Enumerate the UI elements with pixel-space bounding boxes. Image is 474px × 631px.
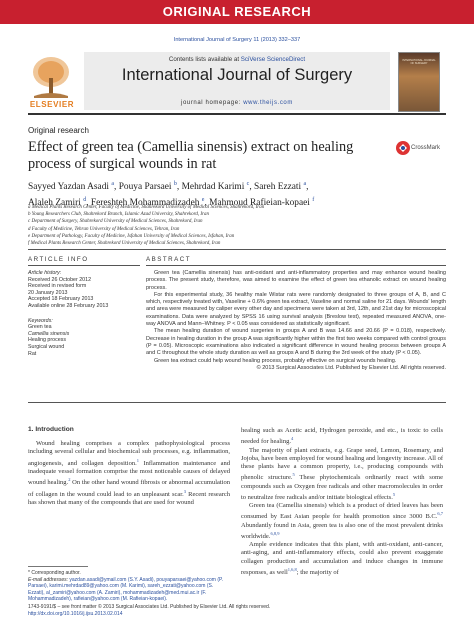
body-paragraph — [241, 502, 443, 541]
affiliation-mark[interactable]: a — [303, 181, 307, 187]
affiliation-mark[interactable]: b — [173, 181, 177, 187]
body-text: The majority of plant extracts, e.g. Grape seed, Lemon, Rosemary, and Jojoba, have been employed for wound healing and longevity increase. All of these plants have a common property, i.e., producing compounds with phenolic structure. — [241, 446, 443, 482]
citation-ref[interactable]: 5 — [292, 472, 295, 478]
author-name: Mehrdad Karimi — [181, 182, 245, 193]
author-name: Sareh Ezzati — [254, 182, 302, 193]
body-paragraph — [28, 440, 230, 507]
history-item: Accepted 18 February 2013 — [28, 296, 94, 303]
affiliation-item: c Department of Surgery, Shahrekord University of Medical Sciences, Shahrekord, Iran — [28, 219, 203, 225]
homepage-prefix: journal homepage: — [181, 100, 241, 106]
keyword: Green tea — [28, 324, 52, 331]
homepage-link[interactable]: www.theijs.com — [243, 100, 293, 106]
affiliation-item: e Department of Pathology, Faculty of Medicine, Isfahan University of Medical Sciences, Isfahan, Iran — [28, 233, 235, 239]
history-item: Received in revised form — [28, 283, 87, 290]
email-line — [28, 577, 230, 603]
keywords-label: Keywords: — [28, 317, 53, 324]
article-info-rule — [28, 265, 140, 266]
abstract-rule — [146, 265, 446, 266]
keyword: Camellia sinensis — [28, 330, 70, 337]
elsevier-tree-logo — [28, 52, 74, 106]
journal-homepage-line — [84, 100, 390, 106]
body-text: These phytochemicals ordinarily react with some compounds such as Oxygen free radicals and other macromolecules in order to neutralize free radicals and/or initiate biological effects. — [241, 474, 443, 501]
email-label: E-mail addresses: — [28, 576, 69, 583]
author-name: Fereshteh Mohammadizadeh — [90, 197, 200, 208]
article-info-heading: ARTICLE INFO — [28, 256, 89, 263]
body-column-right — [241, 427, 443, 577]
affiliation-item: b Young Researchers Club, Shahrekord Branch, Islamic Azad University, Shahrekord, Iran — [28, 212, 210, 218]
footnote — [28, 570, 230, 603]
keyword: Surgical wound — [28, 343, 65, 350]
author-name: Alaleh Zamiri — [28, 197, 81, 208]
article-info — [28, 270, 140, 357]
affiliation-mark[interactable]: f — [312, 196, 315, 203]
sciencedirect-link[interactable]: SciVerse ScienceDirect — [240, 56, 306, 63]
body-text: Ample evidence indicates that this plant, with anti-oxidant, anti-cancer, anti-aging, and anti-inflammatory effects, could also prevent exaggerate collagen production and accumulation and induce changes in immune responses, as well — [241, 541, 443, 576]
history-label: Article history: — [28, 270, 62, 276]
doi-link[interactable]: http://dx.doi.org/10.1016/j.ijsu.2013.02.014 — [28, 610, 123, 617]
body-paragraph — [241, 427, 443, 447]
abstract-paragraph: Green tea (Camellia sinensis) has anti-oxidant and anti-inflammatory properties and may enhance wound healing process. The present study, therefore, was aimed to examine the effect of green tea ethanolic extract on wound healing process. — [146, 270, 446, 291]
abstract-paragraph: For this experimental study, 36 healthy male Wistar rats were randomly designated to three groups of A, B, and C which, respectively treated with, Vaseline + 0.6% green tea extract, Vaseline and normal saline for 21 days. Wounds' length and area were measured by caliper every other day and specimens were taken at 3rd, 12th, and 21st day for microscopical examinations. Data were analyzed by SPSS 16 using survival analysis (Breslow test), repeated measured ANOVA, one-way ANOVA and Mann–Whitney. P < 0.05 was considered as statistically significant. — [146, 291, 446, 328]
abstract-copyright: © 2013 Surgical Associates Ltd. Published by Elsevier Ltd. All rights reserved. — [256, 364, 446, 371]
abstract-text — [146, 270, 446, 372]
elsevier-wordmark: ELSEVIER — [29, 100, 75, 109]
affiliation-mark[interactable]: a — [111, 181, 114, 187]
issn-block — [28, 604, 328, 617]
body-paragraph — [241, 447, 443, 503]
affiliation-mark[interactable]: c — [246, 181, 250, 187]
affiliation-mark[interactable]: d — [83, 196, 87, 203]
contents-prefix: Contents lists available at — [168, 56, 240, 63]
abstract-paragraph: Green tea extract could help wound healing process, probably effective on surgical wounds healing. — [154, 357, 397, 364]
corresponding-author: * Corresponding author. — [28, 570, 81, 576]
citation-ref[interactable]: 6,8,9 — [270, 530, 280, 536]
header-rule — [28, 113, 446, 115]
crossmark-label[interactable]: CrossMark — [411, 145, 441, 151]
original-research-banner: ORIGINAL RESEARCH — [0, 0, 474, 24]
keyword: Healing process — [28, 337, 66, 344]
history-item: Available online 28 February 2013 — [28, 302, 109, 309]
abstract-paragraph: The mean healing duration of wound surgeries in groups A and B was 14.66 and 20.66 (P = 0.018), respectively. Decrease in healing duration in the group A was significantly higher within the first two weeks compared with control groups (P = 0.05). Microscopic examinations also indicated a significant difference in wound healing process between groups A and C throughout the whole study duration as well as groups A and B during the 3rd week of the study (P < 0.05). — [146, 328, 446, 357]
keyword: Rat — [28, 350, 37, 357]
article-title: Effect of green tea (Camellia sinensis) extract on healing process of surgical wounds in rat — [28, 139, 354, 172]
body-text: On the other hand wound fibrosis or abnormal accumulation of collagen in the wound could lead to an unpleasant scar. — [28, 479, 231, 498]
history-item: 20 January 2013 — [28, 289, 68, 296]
email-addresses[interactable]: yazdan.asadi@ymail.com (S.Y. Asadi), pouyaparsaei@yahoo.com (P. Parsaei), karimi.mehrdad89@yahoo.com (M. Karimi), sareh_ezzati@yahoo.com (S. Ezzati), al_zamiri@yahoo.com (A. Zamiri), mohammadizadeh@med.mui.ac.ir (F. Mohammadizadeh), rafieian@yahoo.com (M. Rafieian-kopaei). — [28, 576, 224, 603]
author-line-2: Alaleh Zamiri $^d$, Fereshteh Mohammadizadeh $^e$, Mahmoud Rafieian-kopaei $^f$ — [28, 196, 315, 208]
abstract-bottom-rule — [28, 402, 446, 403]
abstract-heading: ABSTRACT — [146, 256, 192, 263]
footnote-rule — [28, 566, 88, 567]
cover-title: INTERNATIONAL JOURNAL OF SURGERY — [402, 59, 436, 65]
body-text: Wound healing comprises a complex pathophysiological process including several cellular and biochemical sub processes, e.g. inflammation, angiogenesis, and collagen deposition. — [28, 440, 230, 467]
issn-line: 1743-9191/$ – see front matter © 2013 Surgical Associates Ltd. Published by Elsevier Ltd. All rights reserved. — [28, 604, 271, 610]
affiliation-rule — [28, 249, 446, 250]
body-paragraph — [241, 541, 443, 577]
affiliation-mark[interactable]: e — [201, 196, 205, 203]
article-type: Original research — [28, 126, 89, 135]
citation-ref[interactable]: 1,6,8 — [287, 566, 297, 572]
body-text: healing such as Acetic acid, Hydrogen peroxide, and etc., is toxic to cells needed for healing. — [241, 427, 443, 446]
affiliation-item: d Faculty of Medicine, Tehran University of Medical Sciences, Tehran, Iran — [28, 226, 180, 232]
citation-ref[interactable]: 1 — [136, 457, 139, 463]
body-text: Green tea (Camellia sinensis) which is a product of dried leaves has been consumed by East Asian people for health promotion since 3000 B.C. — [241, 502, 443, 521]
affiliation-item: f Medical Plants Research Center, Shahrekord University of Medical Sciences, Shahrekord, Iran — [28, 241, 221, 247]
citation-ref[interactable]: 5 — [392, 491, 396, 497]
body-text: ; the majority of — [296, 568, 339, 576]
body-column-left — [28, 426, 230, 507]
citation-ref[interactable]: 3 — [183, 488, 186, 494]
body-text: Inflammation maintenance and inadequate vessel formation comprise the most noticeable causes of delayed wound healing. — [28, 459, 231, 487]
journal-cover-image — [398, 52, 440, 112]
citation-line[interactable]: International Journal of Surgery 11 (2013) 332–337 — [173, 37, 301, 43]
section-heading: 1. Introduction — [28, 426, 74, 433]
citation-ref[interactable]: 4 — [291, 436, 294, 442]
body-text: Recent research has shown that many of the compounds that are used for wound — [28, 490, 231, 506]
contents-line — [84, 56, 390, 63]
citation-ref[interactable]: 2 — [68, 477, 71, 483]
author-name: Mahmoud Rafieian-kopaei — [209, 197, 310, 208]
citation-ref[interactable]: 6,7 — [437, 511, 443, 517]
history-item: Received 26 October 2012 — [28, 276, 92, 283]
journal-title: International Journal of Surgery — [121, 66, 353, 84]
author-line-1: Sayyed Yazdan Asadi $^a$, Pouya Parsaei $^b$, Mehrdad Karimi $^c$, Sareh Ezzati $^a$, — [28, 181, 309, 193]
affiliation-item: a Medical Plants Research Center, Faculty of Medicine, Shahrekord University of Medical Sciences, Shahrekord, Iran — [28, 205, 265, 210]
author-name: Sayyed Yazdan Asadi — [28, 182, 109, 193]
author-name: Pouya Parsaei — [118, 182, 172, 193]
affiliations — [28, 204, 448, 247]
body-text: Abundantly found in Asia, green tea is also one of the most prevalent drinks worldwide. — [241, 521, 443, 541]
